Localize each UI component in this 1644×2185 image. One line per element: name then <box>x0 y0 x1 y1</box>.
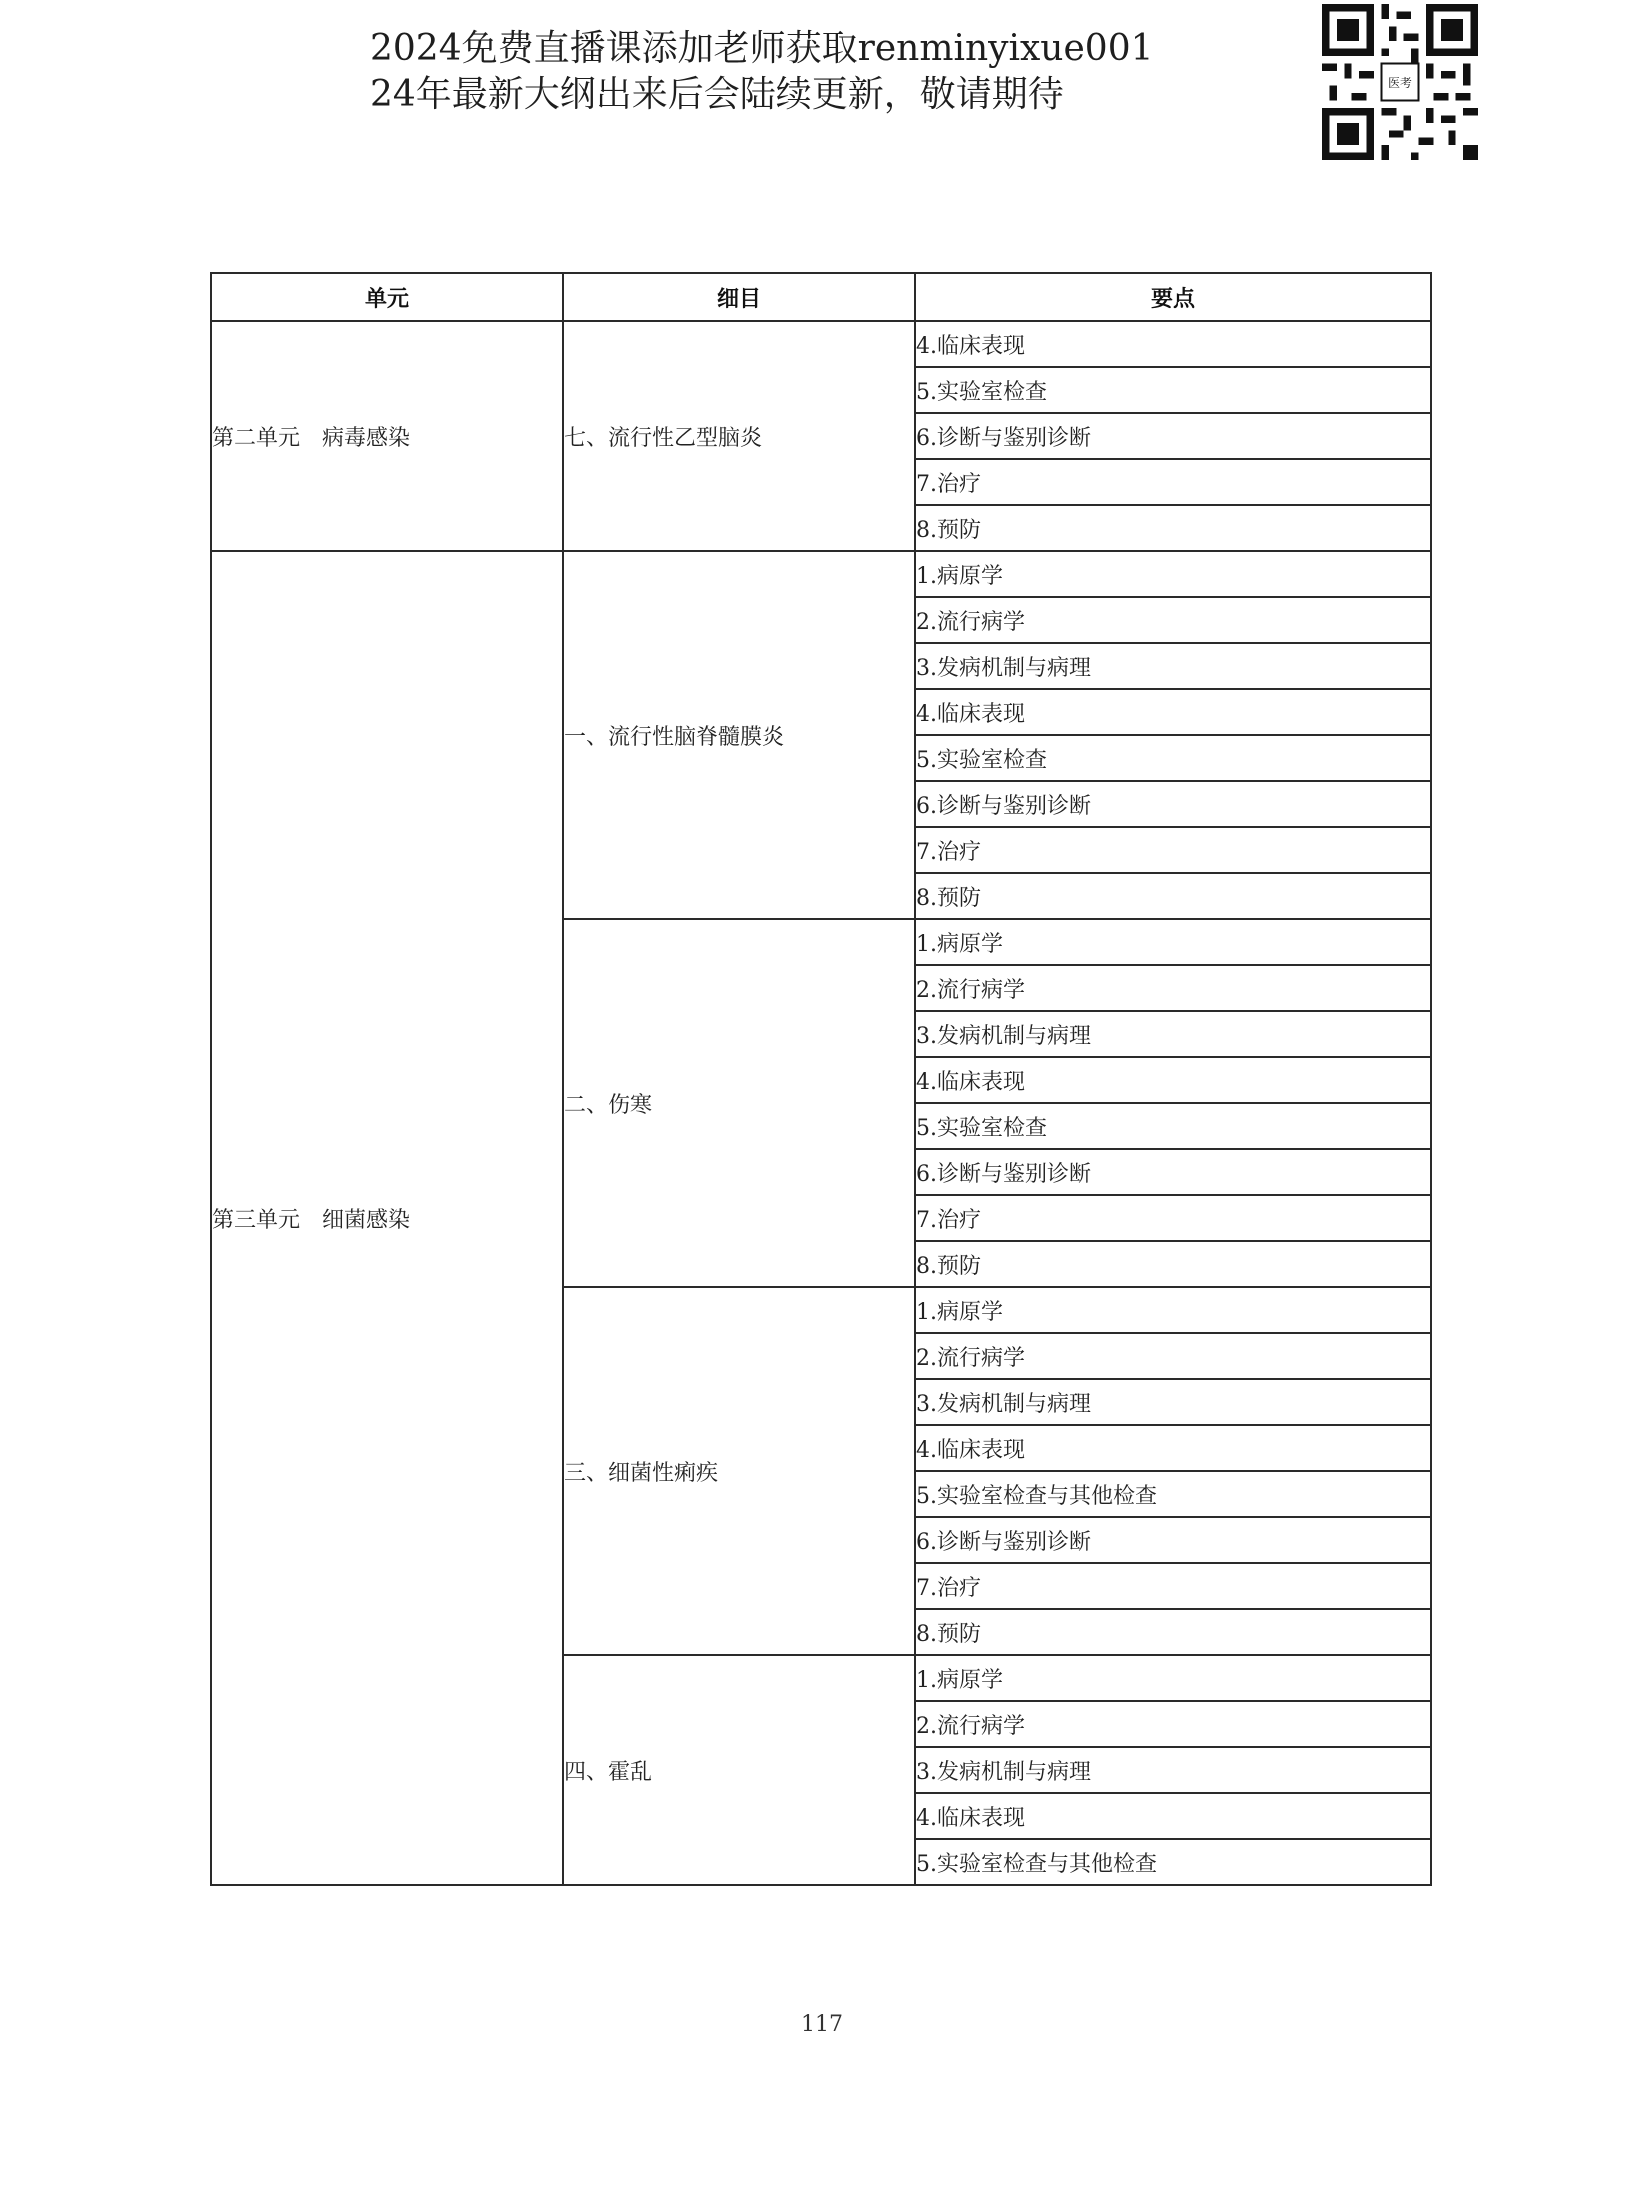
point-cell: 8.预防 <box>915 505 1431 551</box>
table-row <box>211 551 1431 597</box>
exam-outline-table <box>210 272 1432 1886</box>
item-cell: 一、流行性脑脊髓膜炎 <box>563 551 915 919</box>
point-cell: 7.治疗 <box>915 459 1431 505</box>
point-cell: 6.诊断与鉴别诊断 <box>915 1149 1431 1195</box>
item-cell: 二、伤寒 <box>563 919 915 1287</box>
header-unit: 单元 <box>211 273 563 321</box>
point-cell: 1.病原学 <box>915 551 1431 597</box>
point-cell: 2.流行病学 <box>915 597 1431 643</box>
table-row <box>211 321 1431 367</box>
item-cell: 七、流行性乙型脑炎 <box>563 321 915 551</box>
point-cell: 6.诊断与鉴别诊断 <box>915 1517 1431 1563</box>
point-cell: 1.病原学 <box>915 1287 1431 1333</box>
point-cell: 8.预防 <box>915 873 1431 919</box>
point-cell: 5.实验室检查 <box>915 367 1431 413</box>
point-cell: 8.预防 <box>915 1241 1431 1287</box>
item-cell: 四、霍乱 <box>563 1655 915 1885</box>
point-cell: 6.诊断与鉴别诊断 <box>915 781 1431 827</box>
point-cell: 4.临床表现 <box>915 1425 1431 1471</box>
page-number: 117 <box>801 2012 843 2037</box>
point-cell: 5.实验室检查与其他检查 <box>915 1839 1431 1885</box>
promo-line-2: 24年最新大纲出来后会陆续更新，敬请期待 <box>370 74 1064 115</box>
point-cell: 8.预防 <box>915 1609 1431 1655</box>
qr-center-text: 医考 <box>1388 76 1412 91</box>
point-cell: 7.治疗 <box>915 1195 1431 1241</box>
promo-line-1: 2024免费直播课添加老师获取renminyixue001 <box>370 28 1154 69</box>
point-cell: 4.临床表现 <box>915 1793 1431 1839</box>
unit-cell: 第三单元 细菌感染 <box>211 551 563 1885</box>
point-cell: 5.实验室检查 <box>915 735 1431 781</box>
point-cell: 4.临床表现 <box>915 321 1431 367</box>
point-cell: 3.发病机制与病理 <box>915 1379 1431 1425</box>
point-cell: 3.发病机制与病理 <box>915 1011 1431 1057</box>
unit-cell: 第二单元 病毒感染 <box>211 321 563 551</box>
point-cell: 7.治疗 <box>915 1563 1431 1609</box>
item-cell: 三、细菌性痢疾 <box>563 1287 915 1655</box>
header-point: 要点 <box>915 273 1431 321</box>
point-cell: 3.发病机制与病理 <box>915 643 1431 689</box>
promo-header <box>370 26 1154 118</box>
point-cell: 5.实验室检查 <box>915 1103 1431 1149</box>
point-cell: 4.临床表现 <box>915 689 1431 735</box>
point-cell: 1.病原学 <box>915 1655 1431 1701</box>
point-cell: 2.流行病学 <box>915 965 1431 1011</box>
point-cell: 6.诊断与鉴别诊断 <box>915 413 1431 459</box>
point-cell: 2.流行病学 <box>915 1333 1431 1379</box>
point-cell: 2.流行病学 <box>915 1701 1431 1747</box>
qr-code-icon[interactable] <box>1322 4 1478 160</box>
table-header-row <box>211 273 1431 321</box>
header-item: 细目 <box>563 273 915 321</box>
point-cell: 5.实验室检查与其他检查 <box>915 1471 1431 1517</box>
point-cell: 3.发病机制与病理 <box>915 1747 1431 1793</box>
point-cell: 4.临床表现 <box>915 1057 1431 1103</box>
point-cell: 7.治疗 <box>915 827 1431 873</box>
point-cell: 1.病原学 <box>915 919 1431 965</box>
